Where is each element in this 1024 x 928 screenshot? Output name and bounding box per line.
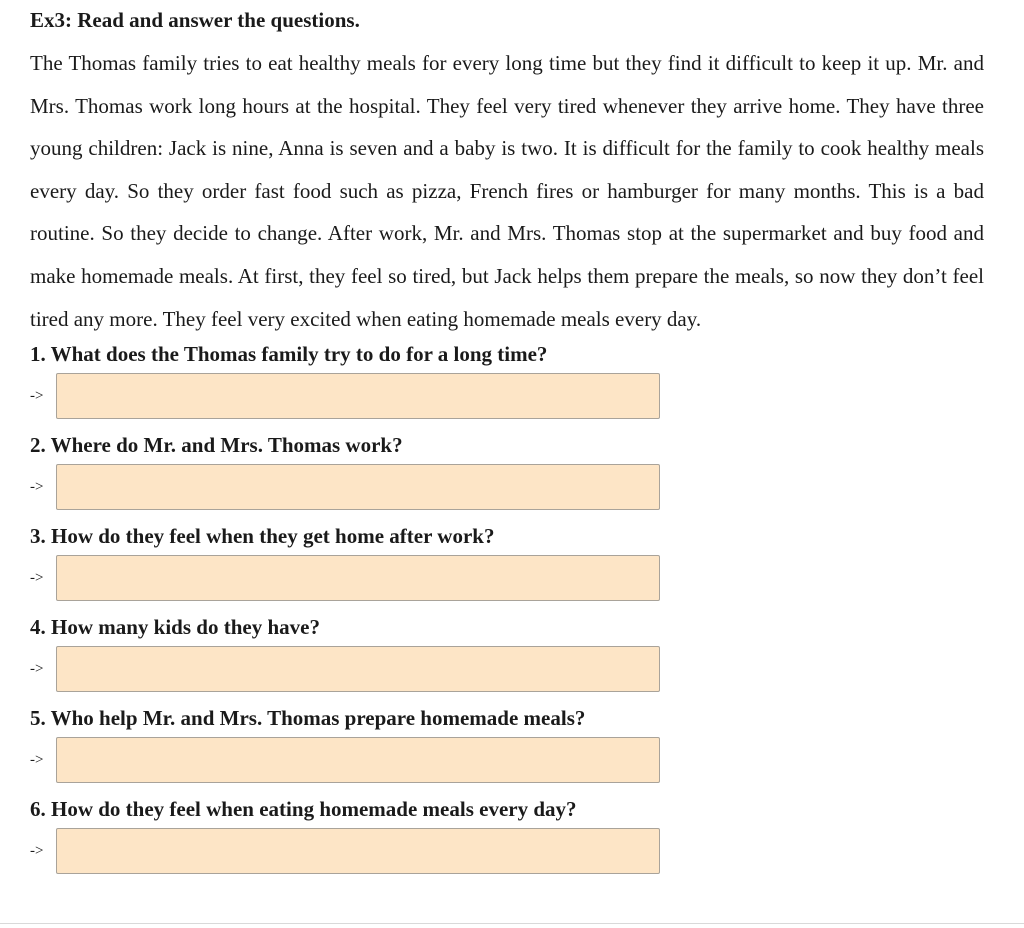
page-bottom-divider [0, 923, 1024, 924]
exercise-title: Ex3: Read and answer the questions. [30, 8, 360, 32]
arrow-icon: -> [30, 751, 44, 768]
answer-row [30, 553, 984, 603]
arrow-icon: -> [30, 842, 44, 859]
arrow-icon: -> [30, 569, 44, 586]
answer-row [30, 826, 984, 876]
answer-row [30, 462, 984, 512]
question-text: 3. How do they feel when they get home after work? [30, 524, 495, 549]
answer-input-5[interactable] [56, 737, 660, 783]
question-text: 4. How many kids do they have? [30, 615, 320, 640]
question-6 [30, 795, 984, 876]
answer-input-1[interactable] [56, 373, 660, 419]
question-text: 6. How do they feel when eating homemade meals every day? [30, 797, 577, 822]
answer-row [30, 644, 984, 694]
arrow-icon: -> [30, 387, 44, 404]
reading-passage: The Thomas family tries to eat healthy meals for every long time but they find it difficult to keep it up. Mr. and Mrs. Thomas work long hours at the hospital. They feel very tired whenever they arrive home. They have three young children: Jack is nine, Anna is seven and a baby is two. It is difficult for the family to cook healthy meals every day. So they order fast food such as pizza, French fires or hamburger for many months. This is a bad routine. So they decide to change. After work, Mr. and Mrs. Thomas stop at the supermarket and buy food and make homemade meals. At first, they feel so tired, but Jack helps them prepare the meals, so now they don’t feel tired any more. They feel very excited when eating homemade meals every day. [30, 51, 984, 331]
question-1 [30, 340, 984, 421]
arrow-icon: -> [30, 660, 44, 677]
answer-input-3[interactable] [56, 555, 660, 601]
answer-input-6[interactable] [56, 828, 660, 874]
answer-row [30, 371, 984, 421]
question-text: 5. Who help Mr. and Mrs. Thomas prepare homemade meals? [30, 706, 586, 731]
question-3 [30, 522, 984, 603]
question-5 [30, 704, 984, 785]
answer-input-4[interactable] [56, 646, 660, 692]
answer-row [30, 735, 984, 785]
arrow-icon: -> [30, 478, 44, 495]
question-2 [30, 431, 984, 512]
question-text: 2. Where do Mr. and Mrs. Thomas work? [30, 433, 403, 458]
answer-input-2[interactable] [56, 464, 660, 510]
question-4 [30, 613, 984, 694]
question-text: 1. What does the Thomas family try to do for a long time? [30, 342, 548, 367]
